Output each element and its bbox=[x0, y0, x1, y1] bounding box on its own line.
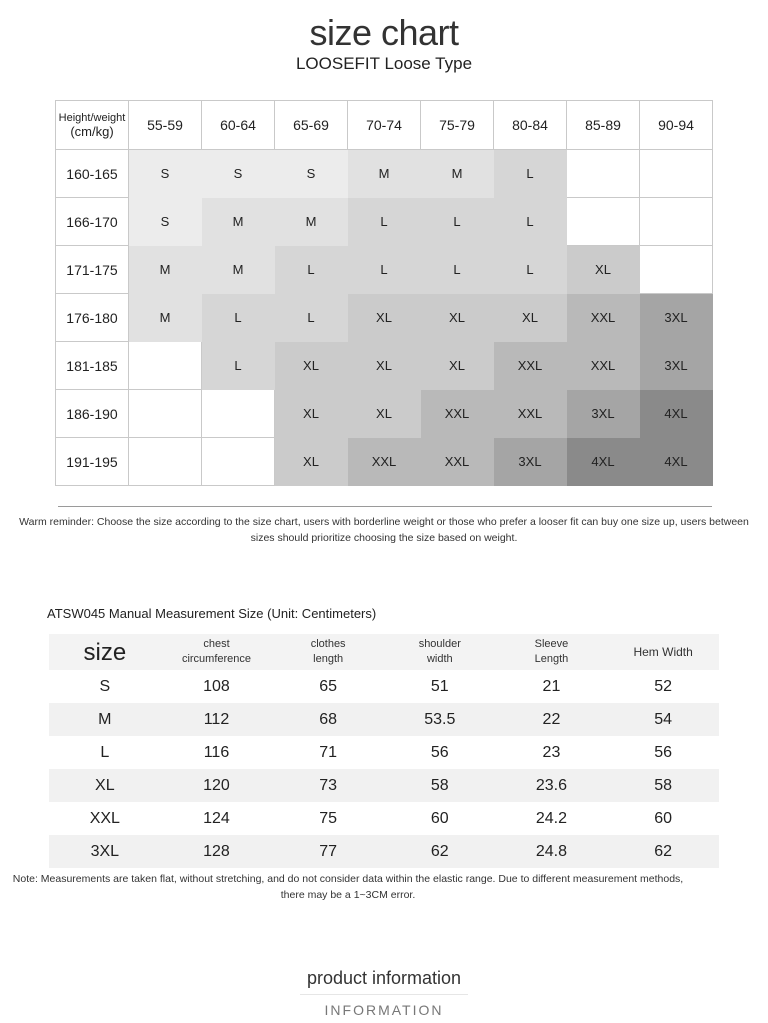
measurement-hem-cell: 62 bbox=[607, 835, 719, 868]
sleeve-header-line2: Length bbox=[534, 653, 569, 665]
height-row-header: 176-180 bbox=[56, 294, 129, 342]
measurement-shoulder-cell: 58 bbox=[384, 769, 496, 802]
size-cell: L bbox=[348, 246, 421, 294]
size-cell: XL bbox=[421, 342, 494, 390]
measurement-size-cell: XL bbox=[49, 769, 161, 802]
measurement-size-cell: L bbox=[100, 743, 110, 761]
size-cell: S bbox=[275, 150, 348, 198]
measurement-chest-cell: 108 bbox=[203, 677, 230, 695]
sleeve-column-header bbox=[496, 634, 608, 670]
size-cell: 3XL bbox=[567, 390, 640, 438]
size-cell: 3XL bbox=[640, 342, 713, 390]
size-cell: L bbox=[494, 198, 567, 246]
size-cell: L bbox=[275, 246, 348, 294]
size-recommendation-table bbox=[55, 100, 713, 486]
measurement-sleeve-cell: 21 bbox=[542, 677, 561, 695]
measurement-size-cell: M bbox=[49, 703, 161, 736]
size-cell: M bbox=[202, 246, 275, 294]
length-column-header bbox=[272, 634, 384, 670]
size-cell bbox=[129, 390, 202, 438]
size-cell: XXL bbox=[567, 342, 640, 390]
measurement-title: ATSW045 Manual Measurement Size (Unit: Centimeters) bbox=[47, 606, 377, 621]
size-table-row bbox=[56, 390, 713, 438]
measurement-shoulder-cell: 62 bbox=[384, 835, 496, 868]
size-cell: 4XL bbox=[640, 390, 713, 438]
size-cell: M bbox=[275, 198, 348, 246]
measurement-row bbox=[49, 835, 719, 868]
sleeve-header-line1: Sleeve bbox=[534, 638, 569, 650]
measurement-row bbox=[49, 670, 719, 703]
size-cell: XXL bbox=[567, 294, 640, 342]
size-cell: XXL bbox=[348, 438, 421, 486]
size-cell: M bbox=[129, 246, 202, 294]
size-cell: L bbox=[421, 246, 494, 294]
size-cell bbox=[202, 438, 275, 486]
size-cell: XL bbox=[348, 390, 421, 438]
measurement-size-cell: XXL bbox=[89, 809, 120, 827]
measurement-row bbox=[49, 769, 719, 802]
size-cell bbox=[640, 246, 713, 294]
shoulder-header-line1: shoulder bbox=[418, 638, 461, 650]
size-table-row bbox=[56, 150, 713, 198]
measurement-length-cell: 75 bbox=[319, 809, 338, 827]
size-table-body bbox=[56, 150, 713, 486]
measurement-length-cell: 77 bbox=[272, 835, 384, 868]
size-cell: L bbox=[202, 342, 275, 390]
measurement-table-header bbox=[49, 634, 719, 670]
size-table-row bbox=[56, 342, 713, 390]
measurement-hem-cell: 54 bbox=[607, 703, 719, 736]
size-cell bbox=[202, 390, 275, 438]
height-row-header: 166-170 bbox=[56, 198, 129, 246]
size-cell: XL bbox=[348, 342, 421, 390]
weight-header: 60-64 bbox=[202, 101, 275, 150]
product-information-title: product information bbox=[306, 968, 462, 988]
information-subtitle: INFORMATION bbox=[324, 1002, 444, 1018]
chest-column-header bbox=[161, 634, 273, 670]
size-table-row bbox=[56, 198, 713, 246]
page-subtitle: LOOSEFIT Loose Type bbox=[295, 54, 473, 73]
measurement-sleeve-cell: 22 bbox=[496, 703, 608, 736]
weight-header: 80-84 bbox=[494, 101, 567, 150]
measurement-size-cell: 3XL bbox=[49, 835, 161, 868]
size-column-header: size bbox=[49, 634, 161, 670]
weight-header: 55-59 bbox=[129, 101, 202, 150]
size-cell: XXL bbox=[421, 390, 494, 438]
measurement-row bbox=[49, 703, 719, 736]
height-row-header: 191-195 bbox=[56, 438, 129, 486]
size-table-row bbox=[56, 294, 713, 342]
section-divider bbox=[58, 506, 712, 507]
size-cell: XL bbox=[421, 294, 494, 342]
size-table-header bbox=[56, 101, 713, 150]
size-table-row bbox=[56, 438, 713, 486]
chest-header-line1: chest bbox=[203, 638, 230, 650]
size-cell bbox=[640, 198, 713, 246]
size-cell: S bbox=[129, 198, 202, 246]
size-cell: L bbox=[494, 246, 567, 294]
corner-label-line2: (cm/kg) bbox=[70, 124, 114, 139]
shoulder-column-header bbox=[384, 634, 496, 670]
size-cell: 4XL bbox=[640, 438, 713, 486]
length-header-line2: length bbox=[313, 653, 344, 665]
corner-label-line1: Height/weight bbox=[58, 112, 126, 124]
measurement-hem-cell: 52 bbox=[654, 677, 673, 695]
shoulder-header-line2: width bbox=[426, 653, 453, 665]
size-cell: M bbox=[202, 198, 275, 246]
size-cell: S bbox=[202, 150, 275, 198]
hem-column-header: Hem Width bbox=[607, 634, 719, 670]
size-cell: 3XL bbox=[494, 438, 567, 486]
height-row-header: 160-165 bbox=[56, 150, 129, 198]
size-cell: S bbox=[129, 150, 202, 198]
measurement-chest-cell: 112 bbox=[161, 703, 273, 736]
measurement-row bbox=[49, 802, 719, 835]
measurement-length-cell: 68 bbox=[272, 703, 384, 736]
measurement-sleeve-cell: 24.2 bbox=[535, 809, 568, 827]
size-cell bbox=[567, 150, 640, 198]
measurement-size-cell: S bbox=[99, 677, 111, 695]
measurement-table bbox=[49, 634, 719, 868]
warm-reminder: Warm reminder: Choose the size according to the size chart, users with borderline weight or those who prefer a looser fit can buy one size up, users between sizes should prioritize choosing the size based on weight. bbox=[19, 516, 749, 544]
measurement-chest-cell: 124 bbox=[203, 809, 230, 827]
size-cell: XXL bbox=[494, 390, 567, 438]
size-table-row bbox=[56, 246, 713, 294]
measurement-length-cell: 65 bbox=[319, 677, 338, 695]
weight-header: 65-69 bbox=[275, 101, 348, 150]
size-cell: M bbox=[129, 294, 202, 342]
measurement-hem-cell: 58 bbox=[607, 769, 719, 802]
measurement-shoulder-cell: 56 bbox=[430, 743, 449, 761]
measurement-shoulder-cell: 60 bbox=[430, 809, 449, 827]
size-cell: L bbox=[421, 198, 494, 246]
size-cell: XL bbox=[567, 246, 640, 294]
measurement-shoulder-cell: 51 bbox=[430, 677, 449, 695]
measurement-chest-cell: 116 bbox=[203, 743, 230, 761]
measurement-note: Note: Measurements are taken flat, without stretching, and do not consider data within the elastic range. Due to different measurement methods, there may be a 1~3CM error. bbox=[12, 873, 684, 901]
size-cell: 3XL bbox=[640, 294, 713, 342]
measurement-row bbox=[49, 736, 719, 769]
size-cell bbox=[129, 342, 202, 390]
size-cell: XL bbox=[275, 390, 348, 438]
page-title: size chart bbox=[309, 12, 459, 53]
measurement-table-body bbox=[49, 670, 719, 868]
size-cell: 4XL bbox=[567, 438, 640, 486]
measurement-header-row bbox=[49, 634, 719, 670]
size-cell: L bbox=[348, 198, 421, 246]
measurement-sleeve-cell: 23 bbox=[542, 743, 561, 761]
size-cell: XL bbox=[275, 342, 348, 390]
height-row-header: 181-185 bbox=[56, 342, 129, 390]
size-cell bbox=[567, 198, 640, 246]
size-cell: XXL bbox=[494, 342, 567, 390]
size-cell: XL bbox=[275, 438, 348, 486]
size-cell: L bbox=[275, 294, 348, 342]
size-cell bbox=[640, 150, 713, 198]
measurement-hem-cell: 56 bbox=[654, 743, 673, 761]
size-cell: XL bbox=[348, 294, 421, 342]
weight-header: 85-89 bbox=[567, 101, 640, 150]
height-row-header: 171-175 bbox=[56, 246, 129, 294]
size-cell: M bbox=[348, 150, 421, 198]
measurement-shoulder-cell: 53.5 bbox=[384, 703, 496, 736]
measurement-length-cell: 71 bbox=[319, 743, 338, 761]
measurement-hem-cell: 60 bbox=[654, 809, 673, 827]
measurement-sleeve-cell: 24.8 bbox=[496, 835, 608, 868]
weight-header: 75-79 bbox=[421, 101, 494, 150]
size-cell: XL bbox=[494, 294, 567, 342]
size-cell: XXL bbox=[421, 438, 494, 486]
measurement-sleeve-cell: 23.6 bbox=[496, 769, 608, 802]
size-cell: L bbox=[202, 294, 275, 342]
height-row-header: 186-190 bbox=[56, 390, 129, 438]
size-cell: L bbox=[494, 150, 567, 198]
size-cell: M bbox=[421, 150, 494, 198]
weight-header: 90-94 bbox=[640, 101, 713, 150]
measurement-length-cell: 73 bbox=[272, 769, 384, 802]
measurement-chest-cell: 120 bbox=[161, 769, 273, 802]
size-cell bbox=[129, 438, 202, 486]
measurement-chest-cell: 128 bbox=[161, 835, 273, 868]
chest-header-line2: circumference bbox=[181, 653, 252, 665]
corner-header bbox=[56, 101, 129, 150]
weight-header-row bbox=[56, 101, 713, 150]
length-header-line1: clothes bbox=[310, 638, 346, 650]
product-title-underline bbox=[300, 994, 468, 995]
weight-header: 70-74 bbox=[348, 101, 421, 150]
